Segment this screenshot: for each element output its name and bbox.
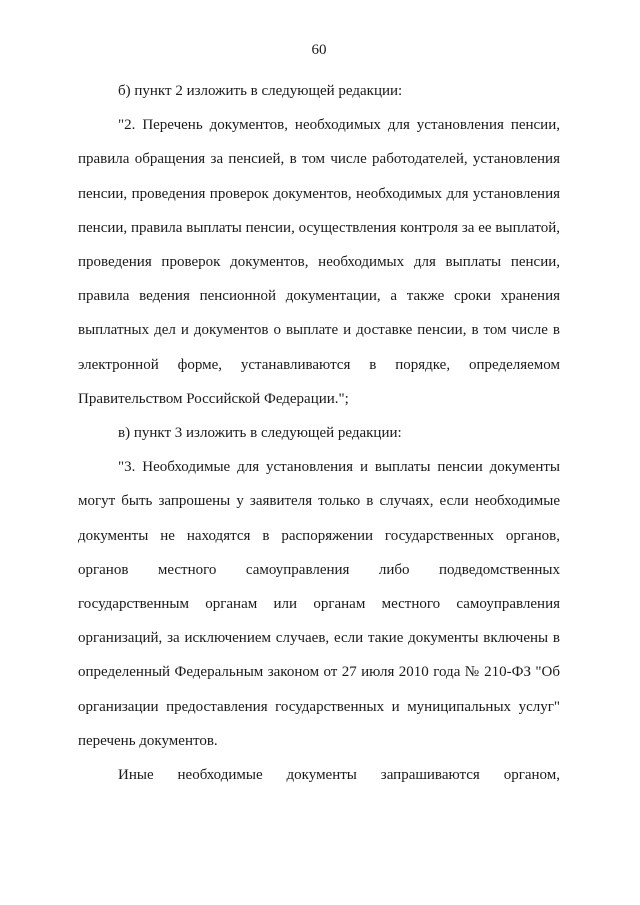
paragraph-point-3-text: "3. Необходимые для установления и выплаты пенсии документы могут быть запрошены у заявителя только в случаях, если необходимые документы не находятся в распоряжении государственных органов, органов местного самоуправления либо подведомственных государственным органам или органам местного самоуправления организаций, за исключением случаев, если такие документы включены в определенный Федеральным законом от 27 июля 2010 года № 210-ФЗ "Об организации предоставления государственных и муниципальных услуг" перечень документов. (78, 459, 560, 749)
paragraph-point-2-text: "2. Перечень документов, необходимых для установления пенсии, правила обращения за пенсией, в том числе работодателей, установления пенсии, проведения проверок документов, необходимых для установления пенсии, правила выплаты пенсии, осуществления контроля за ее выплатой, проведения проверок документов, необходимых для выплаты пенсии, правила ведения пенсионной документации, а также сроки хранения выплатных дел и документов о выплате и доставке пенсии, в том числе в электронной форме, устанавливаются в порядке, определяемом Правительством Российской Федерации."; (78, 117, 560, 407)
page-number: 60 (311, 42, 327, 58)
paragraph-other-documents: Иные необходимые документы запрашиваются органом, (118, 767, 560, 784)
document-page (78, 40, 560, 792)
paragraph-amend-point-3: в) пункт 3 изложить в следующей редакции: (118, 425, 402, 442)
paragraph-amend-point-2: б) пункт 2 изложить в следующей редакции: (118, 83, 403, 99)
